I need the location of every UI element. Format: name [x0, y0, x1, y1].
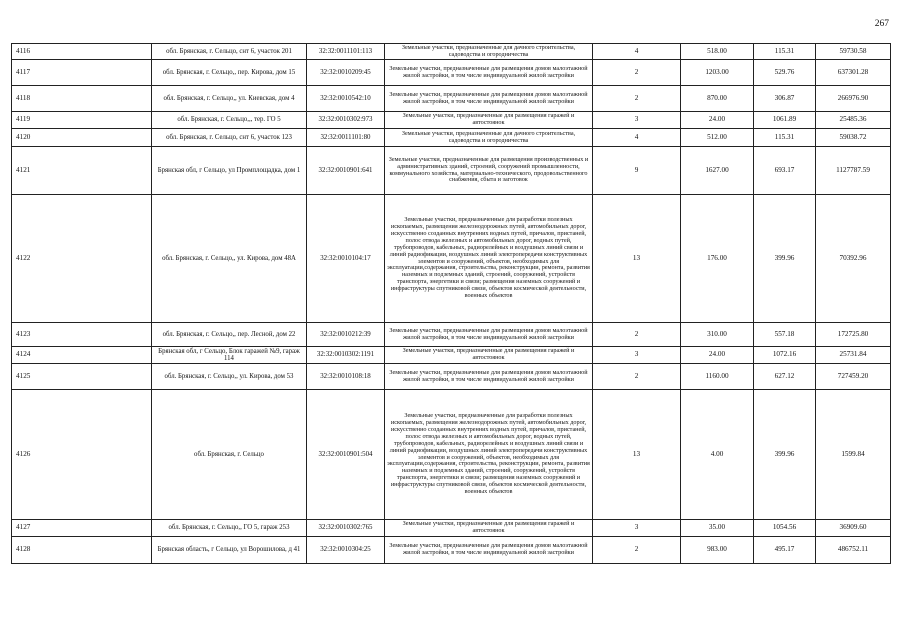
specific-value-cell: 1054.56: [754, 520, 816, 537]
specific-value-cell: 495.17: [754, 537, 816, 564]
cadastral-value-cell: 727459.20: [816, 364, 891, 390]
area-cell: 24.00: [681, 347, 754, 364]
table-row: [12, 44, 891, 60]
cadastral-number-cell: 32:32:0010901:504: [307, 390, 385, 520]
land-use-cell: Земельные участки, предназначенные для размещения домов малоэтажной жилой застройки, в том числе индивидуальной жилой застройки: [385, 537, 593, 564]
table-row: [12, 195, 891, 323]
row-number: 4126: [12, 390, 152, 520]
cadastral-value-cell: 266976.90: [816, 86, 891, 112]
cadastral-value-table: [11, 43, 891, 564]
row-number: 4123: [12, 323, 152, 347]
land-use-cell: Земельные участки, предназначенные для размещения гаражей и автостоянок: [385, 347, 593, 364]
table-row: [12, 537, 891, 564]
specific-value-cell: 306.87: [754, 86, 816, 112]
cadastral-value-cell: 172725.80: [816, 323, 891, 347]
cadastral-number-cell: 32:32:0011101:80: [307, 129, 385, 147]
area-cell: 983.00: [681, 537, 754, 564]
area-cell: 176.00: [681, 195, 754, 323]
cadastral-value-cell: 486752.11: [816, 537, 891, 564]
table-row: [12, 147, 891, 195]
use-group-code-cell: 3: [593, 520, 681, 537]
cadastral-value-cell: 36909.60: [816, 520, 891, 537]
address-cell: Брянская область, г Сельцо, ул Ворошилова, д 41: [152, 537, 307, 564]
cadastral-value-cell: 25731.84: [816, 347, 891, 364]
land-use-cell: Земельные участки, предназначенные для размещения домов малоэтажной жилой застройки, в том числе индивидуальной жилой застройки: [385, 86, 593, 112]
table-row: [12, 520, 891, 537]
row-number: 4118: [12, 86, 152, 112]
use-group-code-cell: 2: [593, 60, 681, 86]
area-cell: 310.00: [681, 323, 754, 347]
land-use-cell: Земельные участки, предназначенные для разработки полезных ископаемых, размещения железнодорожных путей, автомобильных дорог, искусственно созданных внутренних водных путей, причалов, пристаней, полос отвода железных и автомобильных дорог, водных путей, трубопроводов, кабельных, радиорелейных и воздушных линий связи и линий радиофикации, воздушных линий электропередачи конструктивных элементов и сооружений, объектов, необходимых для эксплуатации,содержания, строительства, реконструкции, ремонта, развития наземных и подземных зданий, строений, сооружений, устройств транспорта, энергетики и связи; размещения наземных сооружений и инфраструктуры спутниковой связи, объектов космической деятельности, военных объектов: [385, 195, 593, 323]
specific-value-cell: 1072.16: [754, 347, 816, 364]
cadastral-number-cell: 32:32:0010302:973: [307, 112, 385, 129]
use-group-code-cell: 13: [593, 195, 681, 323]
area-cell: 518.00: [681, 44, 754, 60]
use-group-code-cell: 2: [593, 364, 681, 390]
cadastral-value-cell: 637301.28: [816, 60, 891, 86]
row-number: 4120: [12, 129, 152, 147]
cadastral-number-cell: 32:32:0010108:18: [307, 364, 385, 390]
cadastral-number-cell: 32:32:0010901:641: [307, 147, 385, 195]
cadastral-number-cell: 32:32:0010209:45: [307, 60, 385, 86]
row-number: 4122: [12, 195, 152, 323]
use-group-code-cell: 2: [593, 323, 681, 347]
row-number: 4128: [12, 537, 152, 564]
address-cell: обл. Брянская, г. Сельцо,, ул. Кирова, дом 53: [152, 364, 307, 390]
cadastral-number-cell: 32:32:0010542:10: [307, 86, 385, 112]
row-number: 4127: [12, 520, 152, 537]
area-cell: 4.00: [681, 390, 754, 520]
land-use-cell: Земельные участки, предназначенные для размещения гаражей и автостоянок: [385, 112, 593, 129]
specific-value-cell: 529.76: [754, 60, 816, 86]
cadastral-value-cell: 1599.84: [816, 390, 891, 520]
specific-value-cell: 115.31: [754, 129, 816, 147]
area-cell: 24.00: [681, 112, 754, 129]
row-number: 4125: [12, 364, 152, 390]
specific-value-cell: 557.18: [754, 323, 816, 347]
table-row: [12, 364, 891, 390]
table-row: [12, 390, 891, 520]
use-group-code-cell: 4: [593, 129, 681, 147]
specific-value-cell: 693.17: [754, 147, 816, 195]
area-cell: 512.00: [681, 129, 754, 147]
cadastral-value-cell: 25485.36: [816, 112, 891, 129]
address-cell: обл. Брянская, г. Сельцо,, ул. Кирова, дом 48А: [152, 195, 307, 323]
address-cell: обл. Брянская, г. Сельцо: [152, 390, 307, 520]
cadastral-number-cell: 32:32:0011101:113: [307, 44, 385, 60]
use-group-code-cell: 13: [593, 390, 681, 520]
page-number: 267: [874, 19, 889, 29]
table-row: [12, 323, 891, 347]
land-use-cell: Земельные участки, предназначенные для разработки полезных ископаемых, размещения железнодорожных путей, автомобильных дорог, искусственно созданных внутренних водных путей, причалов, пристаней, полос отвода железных и автомобильных дорог, водных путей, трубопроводов, кабельных, радиорелейных и воздушных линий связи и линий радиофикации, воздушных линий электропередачи конструктивных элементов и сооружений, объектов, необходимых для эксплуатации,содержания, строительства, реконструкции, ремонта, развития наземных и подземных зданий, строений, сооружений, устройств транспорта, энергетики и связи; размещения наземных сооружений и инфраструктуры спутниковой связи, объектов космической деятельности, военных объектов: [385, 390, 593, 520]
row-number: 4124: [12, 347, 152, 364]
cadastral-number-cell: 32:32:0010304:25: [307, 537, 385, 564]
row-number: 4121: [12, 147, 152, 195]
address-cell: Брянская обл, г Сельцо, ул Промплощадка, дом 1: [152, 147, 307, 195]
table-row: [12, 112, 891, 129]
address-cell: обл. Брянская, г. Сельцо,,, тер. ГО 5: [152, 112, 307, 129]
area-cell: 1627.00: [681, 147, 754, 195]
address-cell: обл. Брянская, г. Сельцо,, ГО 5, гараж 253: [152, 520, 307, 537]
row-number: 4117: [12, 60, 152, 86]
land-use-cell: Земельные участки, предназначенные для размещения домов малоэтажной жилой застройки, в том числе индивидуальной жилой застройки: [385, 364, 593, 390]
address-cell: обл. Брянская, г. Сельцо, снт 6, участок 123: [152, 129, 307, 147]
area-cell: 1203.00: [681, 60, 754, 86]
use-group-code-cell: 2: [593, 537, 681, 564]
land-use-cell: Земельные участки, предназначенные для размещения производственных и административных зданий, строений, сооружений промышленности, коммунального хозяйства, материально-технического, продовольственного снабжения, сбыта и заготовок: [385, 147, 593, 195]
use-group-code-cell: 3: [593, 347, 681, 364]
land-use-cell: Земельные участки, предназначенные для размещения домов малоэтажной жилой застройки, в том числе индивидуальной жилой застройки: [385, 60, 593, 86]
table-row: [12, 60, 891, 86]
cadastral-number-cell: 32:32:0010302:765: [307, 520, 385, 537]
specific-value-cell: 627.12: [754, 364, 816, 390]
address-cell: Брянская обл, г Сельцо, Блок гаражей №9, гараж 114: [152, 347, 307, 364]
area-cell: 1160.00: [681, 364, 754, 390]
specific-value-cell: 115.31: [754, 44, 816, 60]
land-use-cell: Земельные участки, предназначенные для размещения домов малоэтажной жилой застройки, в том числе индивидуальной жилой застройки: [385, 323, 593, 347]
land-use-cell: Земельные участки, предназначенные для размещения гаражей и автостоянок: [385, 520, 593, 537]
specific-value-cell: 399.96: [754, 195, 816, 323]
address-cell: обл. Брянская, г. Сельцо, снт 6, участок 201: [152, 44, 307, 60]
specific-value-cell: 399.96: [754, 390, 816, 520]
use-group-code-cell: 9: [593, 147, 681, 195]
table-row: [12, 86, 891, 112]
address-cell: обл. Брянская, г. Сельцо,, пер. Лесной, дом 22: [152, 323, 307, 347]
cadastral-number-cell: 32:32:0010104:17: [307, 195, 385, 323]
land-use-cell: Земельные участки, предназначенные для дачного строительства, садоводства и огородничества: [385, 44, 593, 60]
use-group-code-cell: 2: [593, 86, 681, 112]
use-group-code-cell: 4: [593, 44, 681, 60]
table-row: [12, 347, 891, 364]
cadastral-number-cell: 32:32:0010302:1191: [307, 347, 385, 364]
specific-value-cell: 1061.89: [754, 112, 816, 129]
cadastral-value-cell: 70392.96: [816, 195, 891, 323]
area-cell: 35.00: [681, 520, 754, 537]
cadastral-number-cell: 32:32:0010212:39: [307, 323, 385, 347]
cadastral-value-cell: 59730.58: [816, 44, 891, 60]
address-cell: обл. Брянская, г. Сельцо,, ул. Киевская, дом 4: [152, 86, 307, 112]
cadastral-value-cell: 1127787.59: [816, 147, 891, 195]
land-use-cell: Земельные участки, предназначенные для дачного строительства, садоводства и огородничества: [385, 129, 593, 147]
use-group-code-cell: 3: [593, 112, 681, 129]
row-number: 4119: [12, 112, 152, 129]
area-cell: 870.00: [681, 86, 754, 112]
address-cell: обл. Брянская, г. Сельцо,, пер. Кирова, дом 15: [152, 60, 307, 86]
row-number: 4116: [12, 44, 152, 60]
cadastral-value-cell: 59038.72: [816, 129, 891, 147]
table-row: [12, 129, 891, 147]
